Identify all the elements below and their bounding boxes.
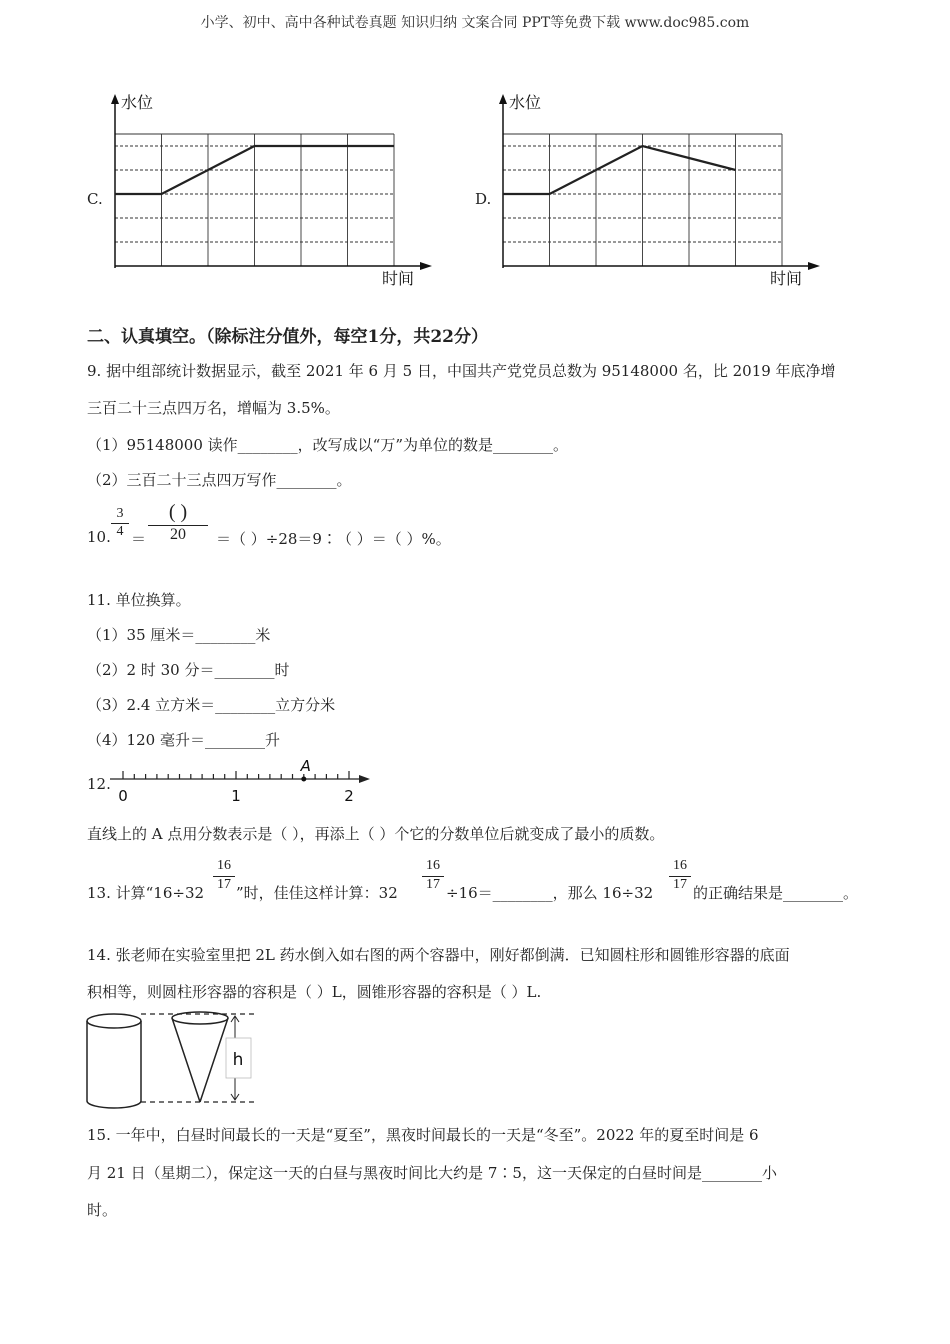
h-label: h	[232, 1050, 244, 1070]
q10-rest: ＝（ ）÷28＝9∶（ ）＝（ ）%。	[216, 530, 451, 548]
q13-fraction-1: $\frac{16}{17}$	[213, 858, 235, 893]
containers-figure	[85, 1010, 265, 1110]
option-c-label: C.	[87, 190, 103, 208]
section-title: 二、认真填空。（除标注分值外，每空1分，共22分）	[87, 327, 488, 347]
y-axis-label: 水位	[121, 93, 154, 112]
cylinder	[87, 1014, 141, 1108]
q11-part3: （3）2.4 立方米＝________立方分米	[87, 696, 336, 714]
q13-part3: ÷16＝________，那么 16÷32	[446, 884, 654, 902]
q14-line1: 14. 张老师在实验室里把 2L 药水倒入如右图的两个容器中，刚好都倒满．已知圆柱形和圆锥形容器的底面	[87, 946, 790, 964]
q13-part4: 的正确结果是________。	[693, 884, 859, 902]
tick-label-1: 1	[231, 787, 241, 805]
y-axis-arrow	[111, 94, 119, 104]
y-axis-label: 水位	[509, 93, 542, 112]
q10-fraction-1: $\frac{3}{4}$	[111, 506, 129, 540]
x-axis-arrow	[808, 262, 820, 270]
q13-part2: ”时，佳佳这样计算：32	[236, 884, 398, 902]
q11-part4: （4）120 毫升＝________升	[87, 731, 280, 749]
q15-line2: 月 21 日（星期二），保定这一天的白昼与黑夜时间比大约是 7∶5，这一天保定的白昼时间是________小	[87, 1164, 777, 1182]
y-axis-arrow	[499, 94, 507, 104]
q13-fraction-2: $\frac{16}{17}$	[422, 858, 444, 893]
option-d-label: D.	[475, 190, 492, 208]
q9-part2: （2）三百二十三点四万写作________。	[87, 471, 352, 489]
x-axis-label: 时间	[770, 269, 803, 288]
x-axis-label: 时间	[382, 269, 415, 288]
q12-text: 直线上的 A 点用分数表示是（ ），再添上（ ）个它的分数单位后就变成了最小的质数。	[87, 825, 665, 843]
q13-fraction-3: $\frac{16}{17}$	[669, 858, 691, 893]
tick-label-0: 0	[118, 787, 128, 805]
chart-d	[488, 90, 828, 290]
q12-number: 12.	[87, 775, 111, 793]
q10-fraction-2: ( ) 20	[148, 500, 208, 544]
q15-line3: 时。	[87, 1201, 118, 1219]
q13-part1: 13. 计算“16÷32	[87, 884, 205, 902]
x-axis-arrow	[420, 262, 432, 270]
page-header: 小学、初中、高中各种试卷真题 知识归纳 文案合同 PPT等免费下载 www.doc985.com	[200, 15, 750, 31]
number-line	[105, 755, 375, 805]
point-a	[301, 777, 306, 782]
q10-equals: ＝	[131, 530, 147, 548]
q14-line2: 积相等，则圆柱形容器的容积是（ ）L，圆锥形容器的容积是（ ）L.	[87, 983, 542, 1001]
q11-part1: （1）35 厘米＝________米	[87, 626, 271, 644]
q15-line1: 15. 一年中，白昼时间最长的一天是“夏至”，黑夜时间最长的一天是“冬至”。2022 年的夏至时间是 6	[87, 1126, 759, 1144]
q9-part1: （1）95148000 读作________，改写成以“万”为单位的数是________。	[87, 436, 568, 454]
point-a-label: A	[300, 757, 311, 775]
cone	[172, 1012, 228, 1102]
q11-part2: （2）2 时 30 分＝________时	[87, 661, 290, 679]
q9-line2: 三百二十三点四万名，增幅为 3.5%。	[87, 399, 340, 417]
q10-number: 10.	[87, 528, 111, 546]
q11-title: 11. 单位换算。	[87, 591, 191, 609]
q9-line1: 9. 据中组部统计数据显示，截至 2021 年 6 月 5 日，中国共产党党员总数为 95148000 名，比 2019 年底净增	[87, 362, 836, 380]
tick-label-2: 2	[344, 787, 354, 805]
chart-c	[100, 90, 440, 290]
height-arrow	[226, 1016, 251, 1100]
